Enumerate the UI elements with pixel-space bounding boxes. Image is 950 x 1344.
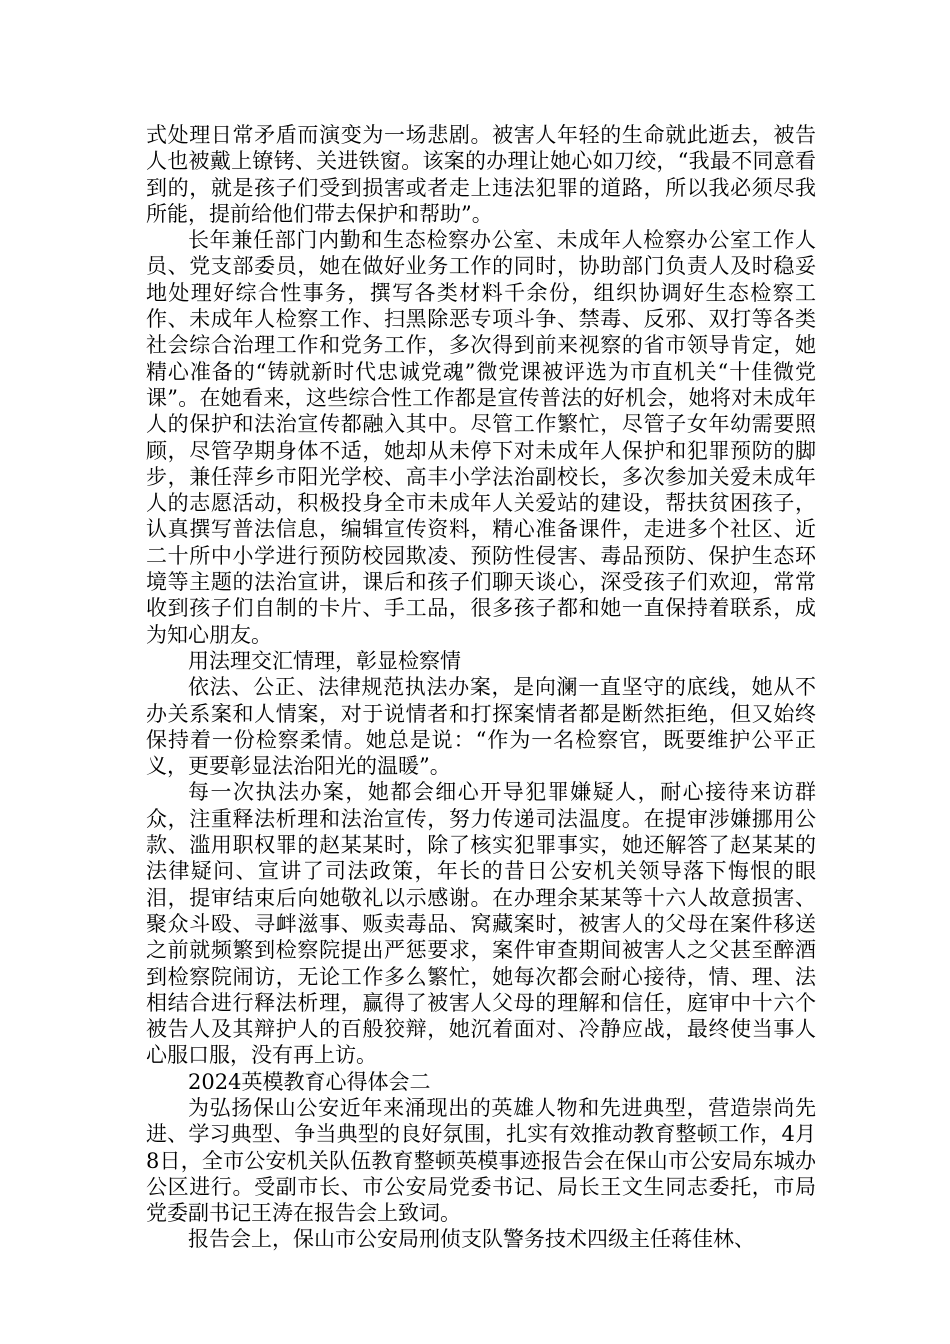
paragraph-4: 每一次执法办案，她都会细心开导犯罪嫌疑人，耐心接待来访群众，注重释法析理和法治宣传，努力传递司法温度。在提审涉嫌挪用公款、滥用职权罪的赵某某时，除了核实犯罪事实，她还解答了赵某某的法律疑问、宣讲了司法政策，年长的昔日公安机关领导落下悔恨的眼泪，提审结束后向她敬礼以示感谢。在办理余某某等十六人故意损害、聚众斗殴、寻衅滋事、贩卖毒品、窝藏案时，被害人的父母在案件移送之前就频繁到检察院提出严惩要求，案件审查期间被害人之父甚至醉酒到检察院闹访，无论工作多么繁忙，她每次都会耐心接待，情、理、法相结合进行释法析理，赢得了被害人父母的理解和信任，庭审中十六个被告人及其辩护人的百般狡辩，她沉着面对、冷静应战，最终使当事人心服口服，没有再上访。 xyxy=(146,780,816,1068)
paragraph-1: 式处理日常矛盾而演变为一场悲剧。被害人年轻的生命就此逝去，被告人也被戴上镣铐、关进铁窗。该案的办理让她心如刀绞，“我最不同意看到的，就是孩子们受到损害或者走上违法犯罪的道路，所以我必须尽我所能，提前给他们带去保护和帮助”。 xyxy=(146,123,816,226)
paragraph-6: 报告会上，保山市公安局刑侦支队警务技术四级主任蒋佳林、 xyxy=(188,1227,755,1252)
paragraph-5: 为弘扬保山公安近年来涌现出的英雄人物和先进典型，营造崇尚先进、学习典型、争当典型的良好氛围，扎实有效推动教育整顿工作，4月8日，全市公安机关队伍教育整顿英模事迹报告会在保山市公安局东城办公区进行。受副市长、市公安局党委书记、局长王文生同志委托，市局党委副书记王涛在报告会上致词。 xyxy=(146,1095,816,1226)
document-page xyxy=(146,122,816,1253)
section-heading-1: 用法理交汇情理，彰显检察情 xyxy=(188,648,461,673)
paragraph-3: 依法、公正、法律规范执法办案，是向澜一直坚守的底线，她从不办关系案和人情案，对于说情者和打探案情者都是断然拒绝，但又始终保持着一份检察柔情。她总是说：“作为一名检察官，既要维护公平正义，更要彰显法治阳光的温暖”。 xyxy=(146,675,816,779)
section-heading-2: 2024英模教育心得体会二 xyxy=(188,1069,431,1094)
paragraph-2: 长年兼任部门内勤和生态检察办公室、未成年人检察办公室工作人员、党支部委员，她在做好业务工作的同时，协助部门负责人及时稳妥地处理好综合性事务，撰写各类材料千余份，组织协调好生态检察工作、未成年人检察工作、扫黑除恶专项斗争、禁毒、反邪、双打等各类社会综合治理工作和党务工作，多次得到前来视察的省市领导肯定，她精心准备的“铸就新时代忠诚党魂”微党课被评选为市直机关“十佳微党课”。在她看来，这些综合性工作都是宣传普法的好机会，她将对未成年人的保护和法治宣传都融入其中。尽管工作繁忙，尽管子女年幼需要照顾，尽管孕期身体不适，她却从未停下对未成年人保护和犯罪预防的脚步，兼任萍乡市阳光学校、高丰小学法治副校长，多次参加关爱未成年人的志愿活动，积极投身全市未成年人关爱站的建设，帮扶贫困孩子，认真撰写普法信息，编辑宣传资料，精心准备课件，走进多个社区、近二十所中小学进行预防校园欺凌、预防性侵害、毒品预防、保护生态环境等主题的法治宣讲，课后和孩子们聊天谈心，深受孩子们欢迎，常常收到孩子们自制的卡片、手工品，很多孩子都和她一直保持着联系，成为知心朋友。 xyxy=(146,228,816,647)
